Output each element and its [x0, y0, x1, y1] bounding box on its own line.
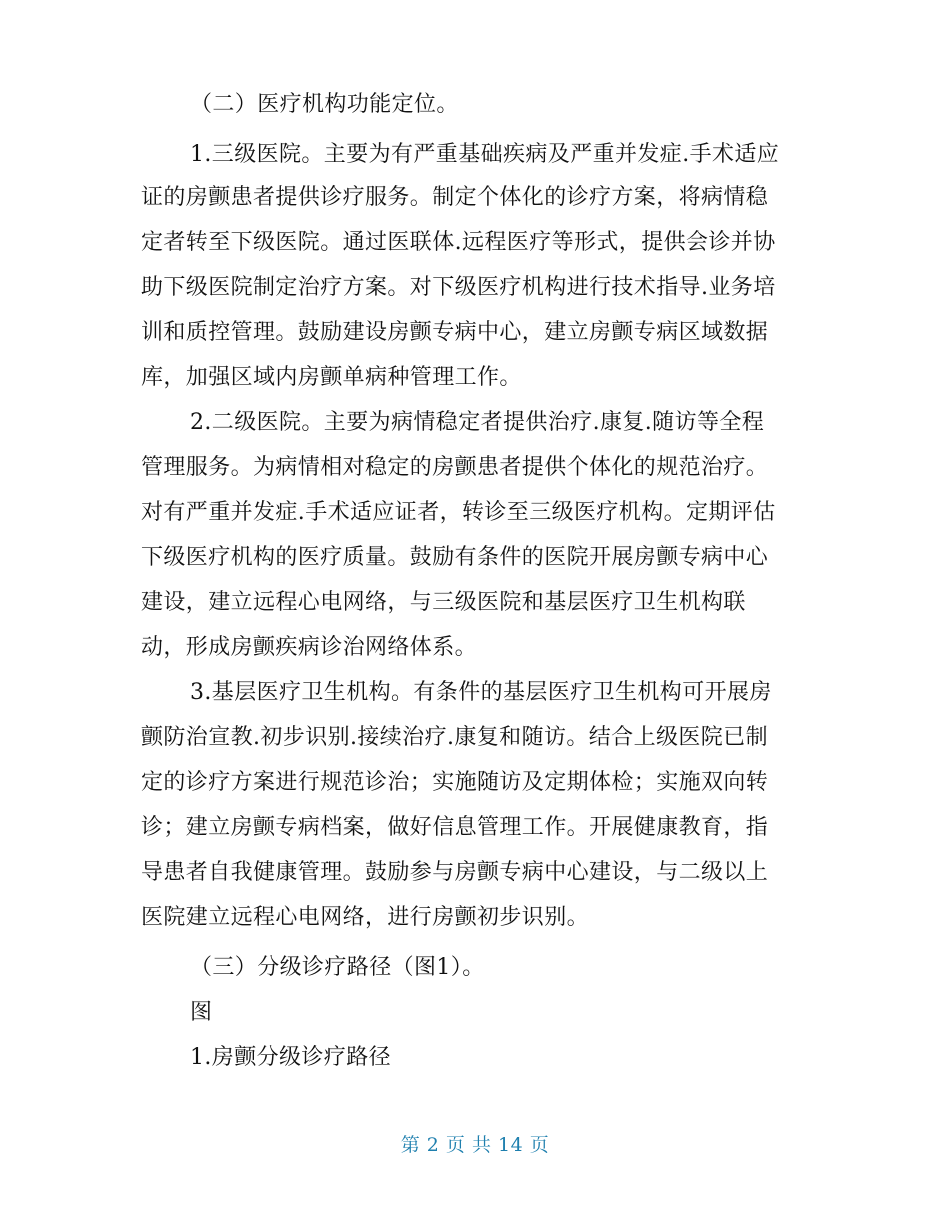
paragraph-line: 定者转至下级医院。通过医联体.远程医疗等形式，提供会诊并协 — [141, 230, 776, 255]
section-heading-3: （三）分级诊疗路径（图1）。 — [190, 955, 485, 980]
paragraph-line: 诊；建立房颤专病档案，做好信息管理工作。开展健康教育，指 — [141, 815, 769, 840]
section-heading-2: （二）医疗机构功能定位。 — [190, 92, 459, 117]
paragraph-line: 证的房颤患者提供诊疗服务。制定个体化的诊疗方案，将病情稳 — [141, 185, 769, 210]
paragraph-line: 下级医疗机构的医疗质量。鼓励有条件的医院开展房颤专病中心 — [141, 545, 769, 570]
paragraph-line: 1.三级医院。主要为有严重基础疾病及严重并发症.手术适应 — [190, 142, 780, 167]
paragraph-line: 医院建立远程心电网络，进行房颤初步识别。 — [141, 905, 590, 930]
page-footer: 第 2 页 共 14 页 — [400, 1134, 550, 1156]
paragraph-line: 定的诊疗方案进行规范诊治；实施随访及定期体检；实施双向转 — [141, 770, 769, 795]
paragraph-line: 对有严重并发症.手术适应证者，转诊至三级医疗机构。定期评估 — [141, 500, 776, 525]
paragraph-line: 建设，建立远程心电网络，与三级医院和基层医疗卫生机构联 — [141, 590, 746, 615]
paragraph-line: 动，形成房颤疾病诊治网络体系。 — [141, 635, 478, 660]
paragraph-line: 3.基层医疗卫生机构。有条件的基层医疗卫生机构可开展房 — [190, 680, 772, 705]
paragraph-line: 2.二级医院。主要为病情稳定者提供治疗.康复.随访等全程 — [190, 410, 765, 435]
paragraph-line: 颤防治宣教.初步识别.接续治疗.康复和随访。结合上级医院已制 — [141, 725, 768, 750]
paragraph-line: 助下级医院制定治疗方案。对下级医疗机构进行技术指导.业务培 — [141, 275, 776, 300]
paragraph-line: 导患者自我健康管理。鼓励参与房颤专病中心建设，与二级以上 — [141, 860, 769, 885]
figure-label: 图 — [190, 1000, 213, 1025]
figure-caption: 1.房颤分级诊疗路径 — [190, 1045, 391, 1070]
paragraph-line: 训和质控管理。鼓励建设房颤专病中心，建立房颤专病区域数据 — [141, 320, 769, 345]
paragraph-line: 管理服务。为病情相对稳定的房颤患者提供个体化的规范治疗。 — [141, 455, 769, 480]
paragraph-line: 库，加强区域内房颤单病种管理工作。 — [141, 365, 522, 390]
